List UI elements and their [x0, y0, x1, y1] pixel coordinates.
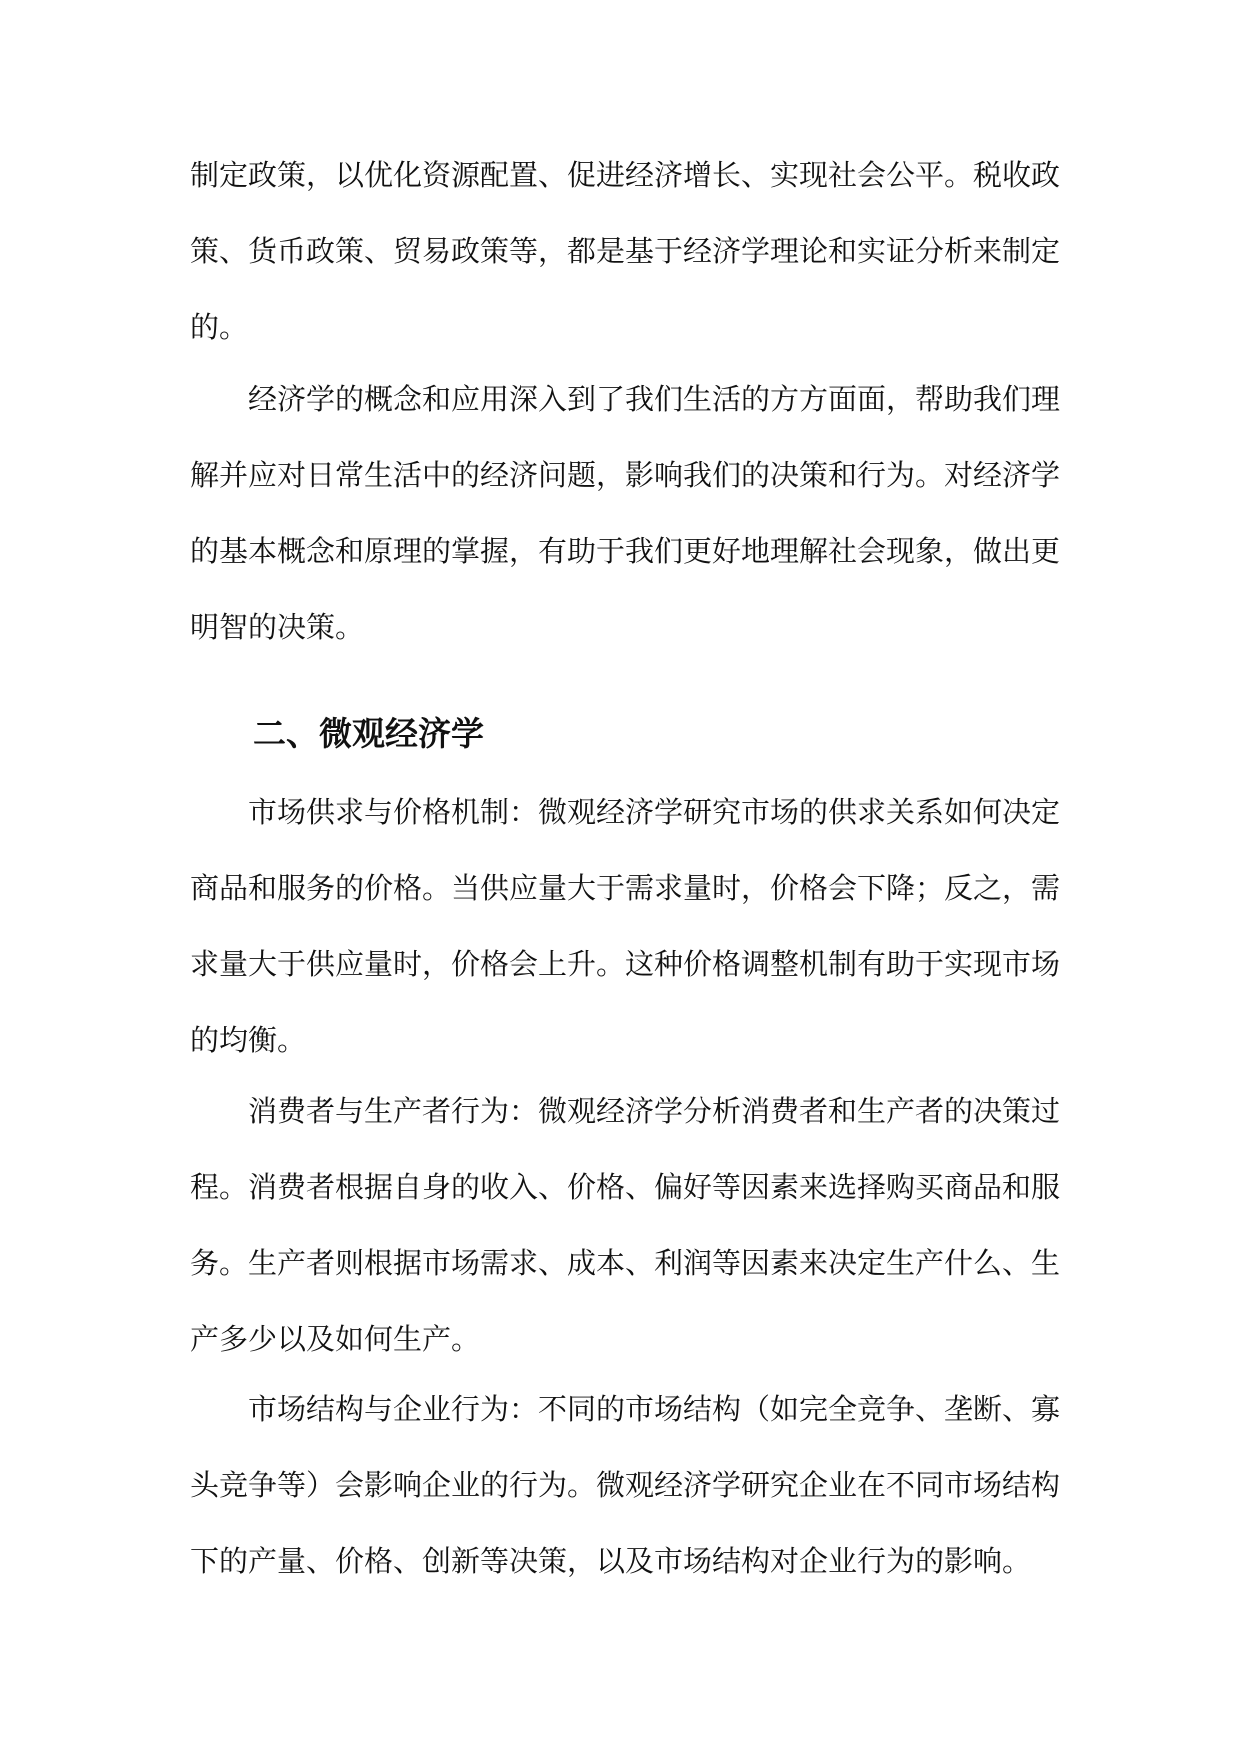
paragraph-line: 经济学的概念和应用深入到了我们生活的方方面面，帮助我们理	[248, 382, 1061, 416]
paragraph-line: 的。	[190, 310, 249, 344]
section-heading: 二、微观经济学	[253, 714, 484, 753]
paragraph-line: 下的产量、价格、创新等决策，以及市场结构对企业行为的影响。	[190, 1544, 1032, 1578]
paragraph-line: 程。消费者根据自身的收入、价格、偏好等因素来选择购买商品和服	[190, 1170, 1061, 1204]
paragraph-line: 的均衡。	[190, 1023, 307, 1057]
paragraph-line: 头竞争等）会影响企业的行为。微观经济学研究企业在不同市场结构	[190, 1468, 1061, 1502]
paragraph-line: 消费者与生产者行为：微观经济学分析消费者和生产者的决策过	[248, 1094, 1061, 1128]
paragraph-line: 求量大于供应量时，价格会上升。这种价格调整机制有助于实现市场	[190, 947, 1061, 981]
paragraph-line: 市场结构与企业行为：不同的市场结构（如完全竞争、垄断、寡	[248, 1392, 1061, 1426]
paragraph-line: 务。生产者则根据市场需求、成本、利润等因素来决定生产什么、生	[190, 1246, 1061, 1280]
paragraph-line: 明智的决策。	[190, 610, 365, 644]
paragraph-line: 市场供求与价格机制：微观经济学研究市场的供求关系如何决定	[248, 795, 1061, 829]
paragraph-line: 策、货币政策、贸易政策等，都是基于经济学理论和实证分析来制定	[190, 234, 1061, 268]
paragraph-line: 产多少以及如何生产。	[190, 1322, 481, 1356]
paragraph-line: 商品和服务的价格。当供应量大于需求量时，价格会下降；反之，需	[190, 871, 1061, 905]
paragraph-line: 解并应对日常生活中的经济问题，影响我们的决策和行为。对经济学	[190, 458, 1061, 492]
paragraph-line: 制定政策，以优化资源配置、促进经济增长、实现社会公平。税收政	[190, 158, 1061, 192]
paragraph-line: 的基本概念和原理的掌握，有助于我们更好地理解社会现象，做出更	[190, 534, 1061, 568]
